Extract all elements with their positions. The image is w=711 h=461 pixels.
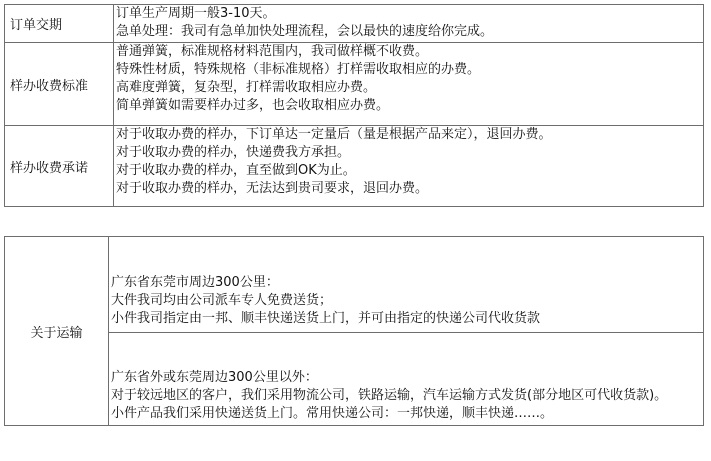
content-line: 普通弹簧，标准规格材料范围内，我司做样概不收费。 xyxy=(116,44,429,59)
content-line: 对于收取办费的样办，无法达到贵司要求，退回办费。 xyxy=(116,181,429,196)
content-line: 简单弹簧如需要样办过多，也会收取相应办费。 xyxy=(116,98,390,113)
row-label-sample-fee-standard: 样办收费标准 xyxy=(5,43,114,126)
shipping-nearby-block xyxy=(109,237,704,333)
content-line: 特殊性材质，特殊规格（非标准规格）打样需收取相应的办费。 xyxy=(116,62,481,77)
content-line: 广东省东莞市周边300公里： xyxy=(111,275,279,290)
table-row xyxy=(5,126,704,207)
policy-table xyxy=(4,4,704,207)
content-line: 对于较远地区的客户，我们采用物流公司，铁路运输，汽车运输方式发货(部分地区可代收货款)。 xyxy=(111,388,668,403)
shipping-table xyxy=(4,236,704,426)
content-line: 广东省外或东莞周边300公里以外： xyxy=(111,370,318,385)
shipping-label: 关于运输 xyxy=(5,237,109,426)
content-line: 小件我司指定由一邦、顺丰快递送货上门，并可由指定的快递公司代收货款 xyxy=(111,311,541,326)
content-line: 订单生产周期一般3-10天。 xyxy=(116,6,276,21)
row-label-sample-fee-promise: 样办收费承诺 xyxy=(5,126,114,207)
content-line: 对于收取办费的样办，下订单达一定量后（量是根据产品来定），退回办费。 xyxy=(116,127,552,142)
table-row xyxy=(5,5,704,43)
content-line: 急单处理：我司有急单加快处理流程，会以最快的速度给你完成。 xyxy=(116,24,494,39)
row-label-delivery-time: 订单交期 xyxy=(5,5,114,43)
content-line: 高难度弹簧，复杂型，打样需收取相应办费。 xyxy=(116,80,377,95)
content-line: 对于收取办费的样办，直至做到OK为止。 xyxy=(116,163,356,178)
content-line: 大件我司均由公司派车专人免费送货； xyxy=(111,293,333,308)
table-row xyxy=(5,43,704,126)
content-line: 小件产品我们采用快递送货上门。常用快递公司：一邦快递，顺丰快递……。 xyxy=(111,406,554,421)
row-content-delivery-time xyxy=(114,5,704,43)
content-line: 对于收取办费的样办，快递费我方承担。 xyxy=(116,145,351,160)
table-row xyxy=(5,237,704,333)
shipping-remote-block xyxy=(109,333,704,426)
row-content-sample-fee-standard xyxy=(114,43,704,126)
row-content-sample-fee-promise xyxy=(114,126,704,207)
table-row xyxy=(5,333,704,426)
